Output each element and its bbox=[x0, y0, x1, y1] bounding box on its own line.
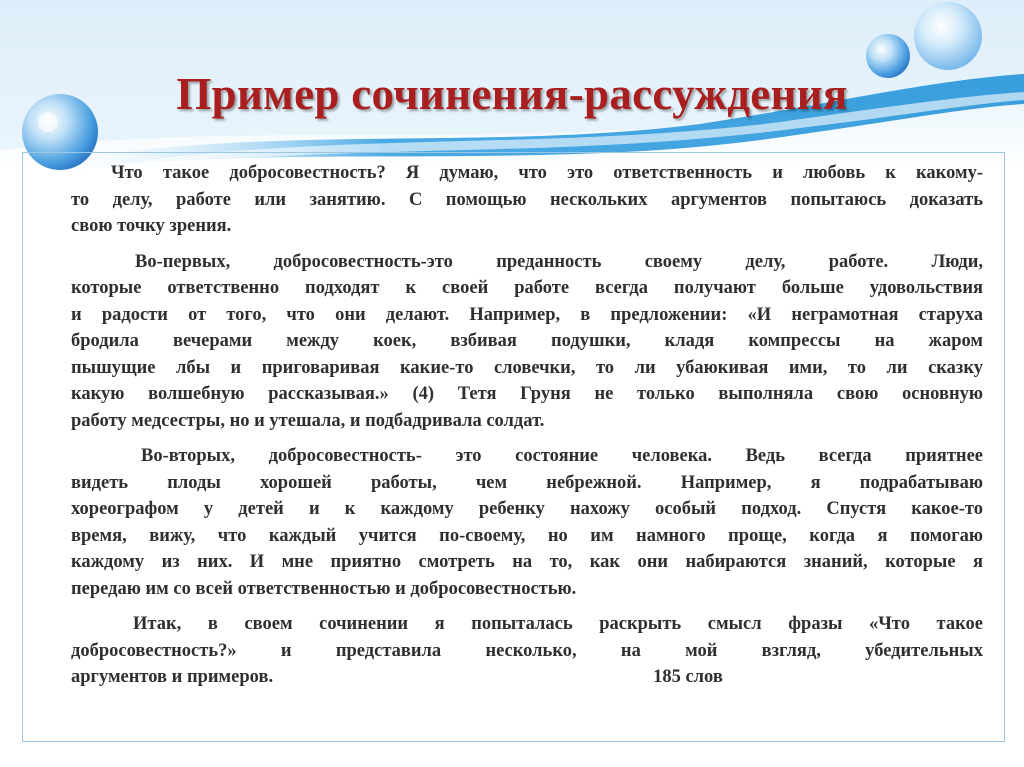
text-line: какую волшебную рассказывая.» (4) Тетя Груня не только выполняла свою основную bbox=[71, 384, 983, 404]
text-line: то делу, работе или занятию. С помощью нескольких аргументов попытаюсь доказать bbox=[71, 189, 983, 210]
slide-title: Пример сочинения-рассуждения bbox=[176, 69, 848, 119]
text-line: передаю им со всей ответственностью и добросовестностью. bbox=[71, 578, 577, 599]
text-line: Во-первых, добросовестность-это преданность своему делу, работе. Люди, bbox=[135, 251, 983, 272]
paragraph-conclusion bbox=[71, 611, 983, 691]
text-line: работу медсестры, но и утешала, и подбадривала солдат. bbox=[71, 410, 545, 431]
text-line: пышущие лбы и приговаривая какие-то словечки, то ли убаюкивая ими, то ли сказку bbox=[71, 357, 983, 378]
text-line: которые ответственно подходят к своей работе всегда получают больше удовольствия bbox=[71, 278, 983, 298]
paragraph-first-argument bbox=[71, 249, 983, 435]
text-line: каждому из них. И мне приятно смотреть на то, как они набираются знаний, которые я bbox=[71, 552, 983, 572]
text-line: свою точку зрения. bbox=[71, 216, 232, 236]
text-line: Что такое добросовестность? Я думаю, что это ответственность и любовь к какому- bbox=[111, 163, 983, 183]
text-line: и радости от того, что они делают. Например, в предложении: «И неграмотная старуха bbox=[71, 304, 983, 325]
paragraph-intro bbox=[71, 160, 983, 240]
text-line: Итак, в своем сочинении я попыталась раскрыть смысл фразы «Что такое bbox=[133, 614, 983, 634]
text-line: добросовестность?» и представила несколько, на мой взгляд, убедительных bbox=[71, 640, 983, 661]
paragraph-second-argument bbox=[71, 443, 983, 602]
text-line: хореографом у детей и к каждому ребенку нахожу особый подход. Спустя какое-то bbox=[71, 499, 983, 519]
text-line bbox=[71, 664, 983, 691]
text-line: бродила вечерами между коек, взбивая подушки, кладя компрессы на жаром bbox=[71, 331, 983, 351]
text-line: Во-вторых, добросовестность- это состояние человека. Ведь всегда приятнее bbox=[141, 446, 983, 466]
essay-text bbox=[71, 160, 983, 700]
text-line-content: аргументов и примеров. bbox=[71, 667, 274, 687]
text-line: время, вижу, что каждый учится по-своему, но им намного проще, когда я помогаю bbox=[71, 525, 983, 546]
word-count: 185 слов bbox=[653, 667, 723, 687]
text-line: видеть плоды хорошей работы, чем небрежной. Например, я подрабатываю bbox=[71, 472, 983, 493]
